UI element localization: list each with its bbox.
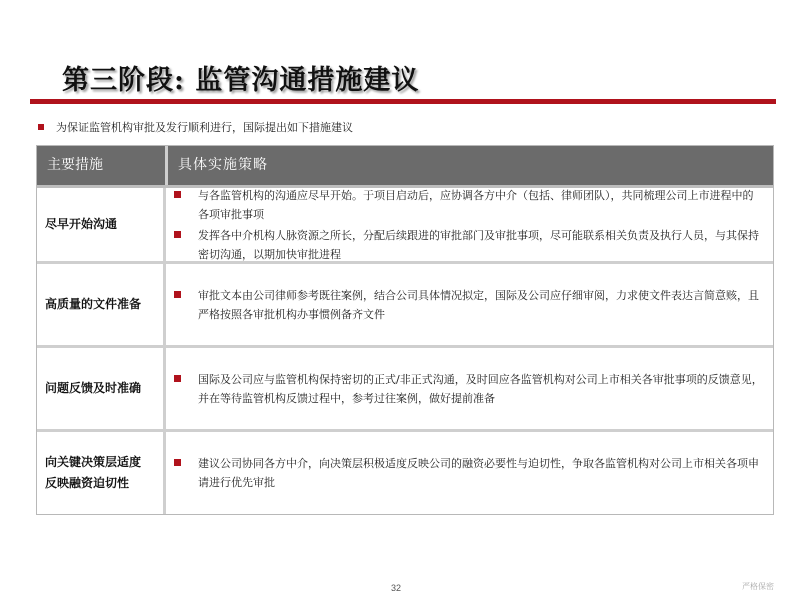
strategy-bullet	[174, 286, 763, 324]
strategy-cell	[166, 432, 773, 514]
measures-table	[36, 145, 774, 515]
bullet-text: 建议公司协同各方中介，向决策层积极适度反映公司的融资必要性与迫切性，争取各监管机构对公司上市相关各项申请进行优先审批	[198, 457, 759, 489]
table-row	[37, 348, 773, 432]
table-row	[37, 432, 773, 514]
bullet-text: 发挥各中介机构人脉资源之所长，分配后续跟进的审批部门及审批事项，尽可能联系相关负责及执行人员，与其保持密切沟通，以期加快审批进程	[198, 228, 759, 261]
header-measure: 主要措施	[37, 146, 168, 185]
square-bullet-icon	[174, 191, 181, 198]
strategy-bullet	[174, 454, 763, 492]
intro-line	[38, 119, 353, 135]
square-bullet-icon	[174, 459, 181, 466]
strategy-cell	[166, 188, 773, 261]
bullet-text: 与各监管机构的沟通应尽早开始。于项目启动后，应协调各方中介（包括、律师团队），共同梳理公司上市进程中的各项审批事项	[198, 188, 754, 221]
strategy-bullet	[174, 186, 763, 224]
measure-line: 反映融资迫切性	[45, 476, 130, 490]
square-bullet-icon	[174, 375, 181, 382]
table-row	[37, 264, 773, 348]
square-bullet-icon	[174, 291, 181, 298]
strategy-cell	[166, 348, 773, 429]
square-bullet-icon	[38, 124, 44, 130]
header-strategy: 具体实施策略	[178, 157, 268, 173]
measure-cell: 问题反馈及时准确	[37, 348, 166, 429]
intro-text: 为保证监管机构审批及发行顺利进行，国际提出如下措施建议	[56, 121, 353, 134]
page-number: 32	[391, 583, 402, 593]
measure-cell: 尽早开始沟通	[37, 188, 166, 261]
measure-line: 向关键决策层适度	[45, 455, 142, 469]
measure-cell	[37, 432, 166, 514]
page-title: 第三阶段: 监管沟通措施建议	[62, 65, 420, 96]
strategy-bullet	[174, 370, 763, 408]
title-divider	[30, 99, 776, 104]
table-header	[37, 146, 773, 188]
strategy-bullet	[174, 226, 763, 264]
bullet-text: 审批文本由公司律师参考既往案例，结合公司具体情况拟定，国际及公司应仔细审阅，力求使文件表达言简意赅，且严格按照各审批机构办事惯例备齐文件	[198, 288, 759, 321]
table-row	[37, 188, 773, 264]
confidential-mark: 严格保密	[742, 582, 774, 591]
measure-cell: 高质量的文件准备	[37, 264, 166, 345]
square-bullet-icon	[174, 231, 181, 238]
strategy-cell	[166, 264, 773, 345]
bullet-text: 国际及公司应与监管机构保持密切的正式/非正式沟通，及时回应各监管机构对公司上市相关各审批事项的反馈意见，并在等待监管机构反馈过程中，参考过往案例，做好提前准备	[198, 372, 763, 405]
